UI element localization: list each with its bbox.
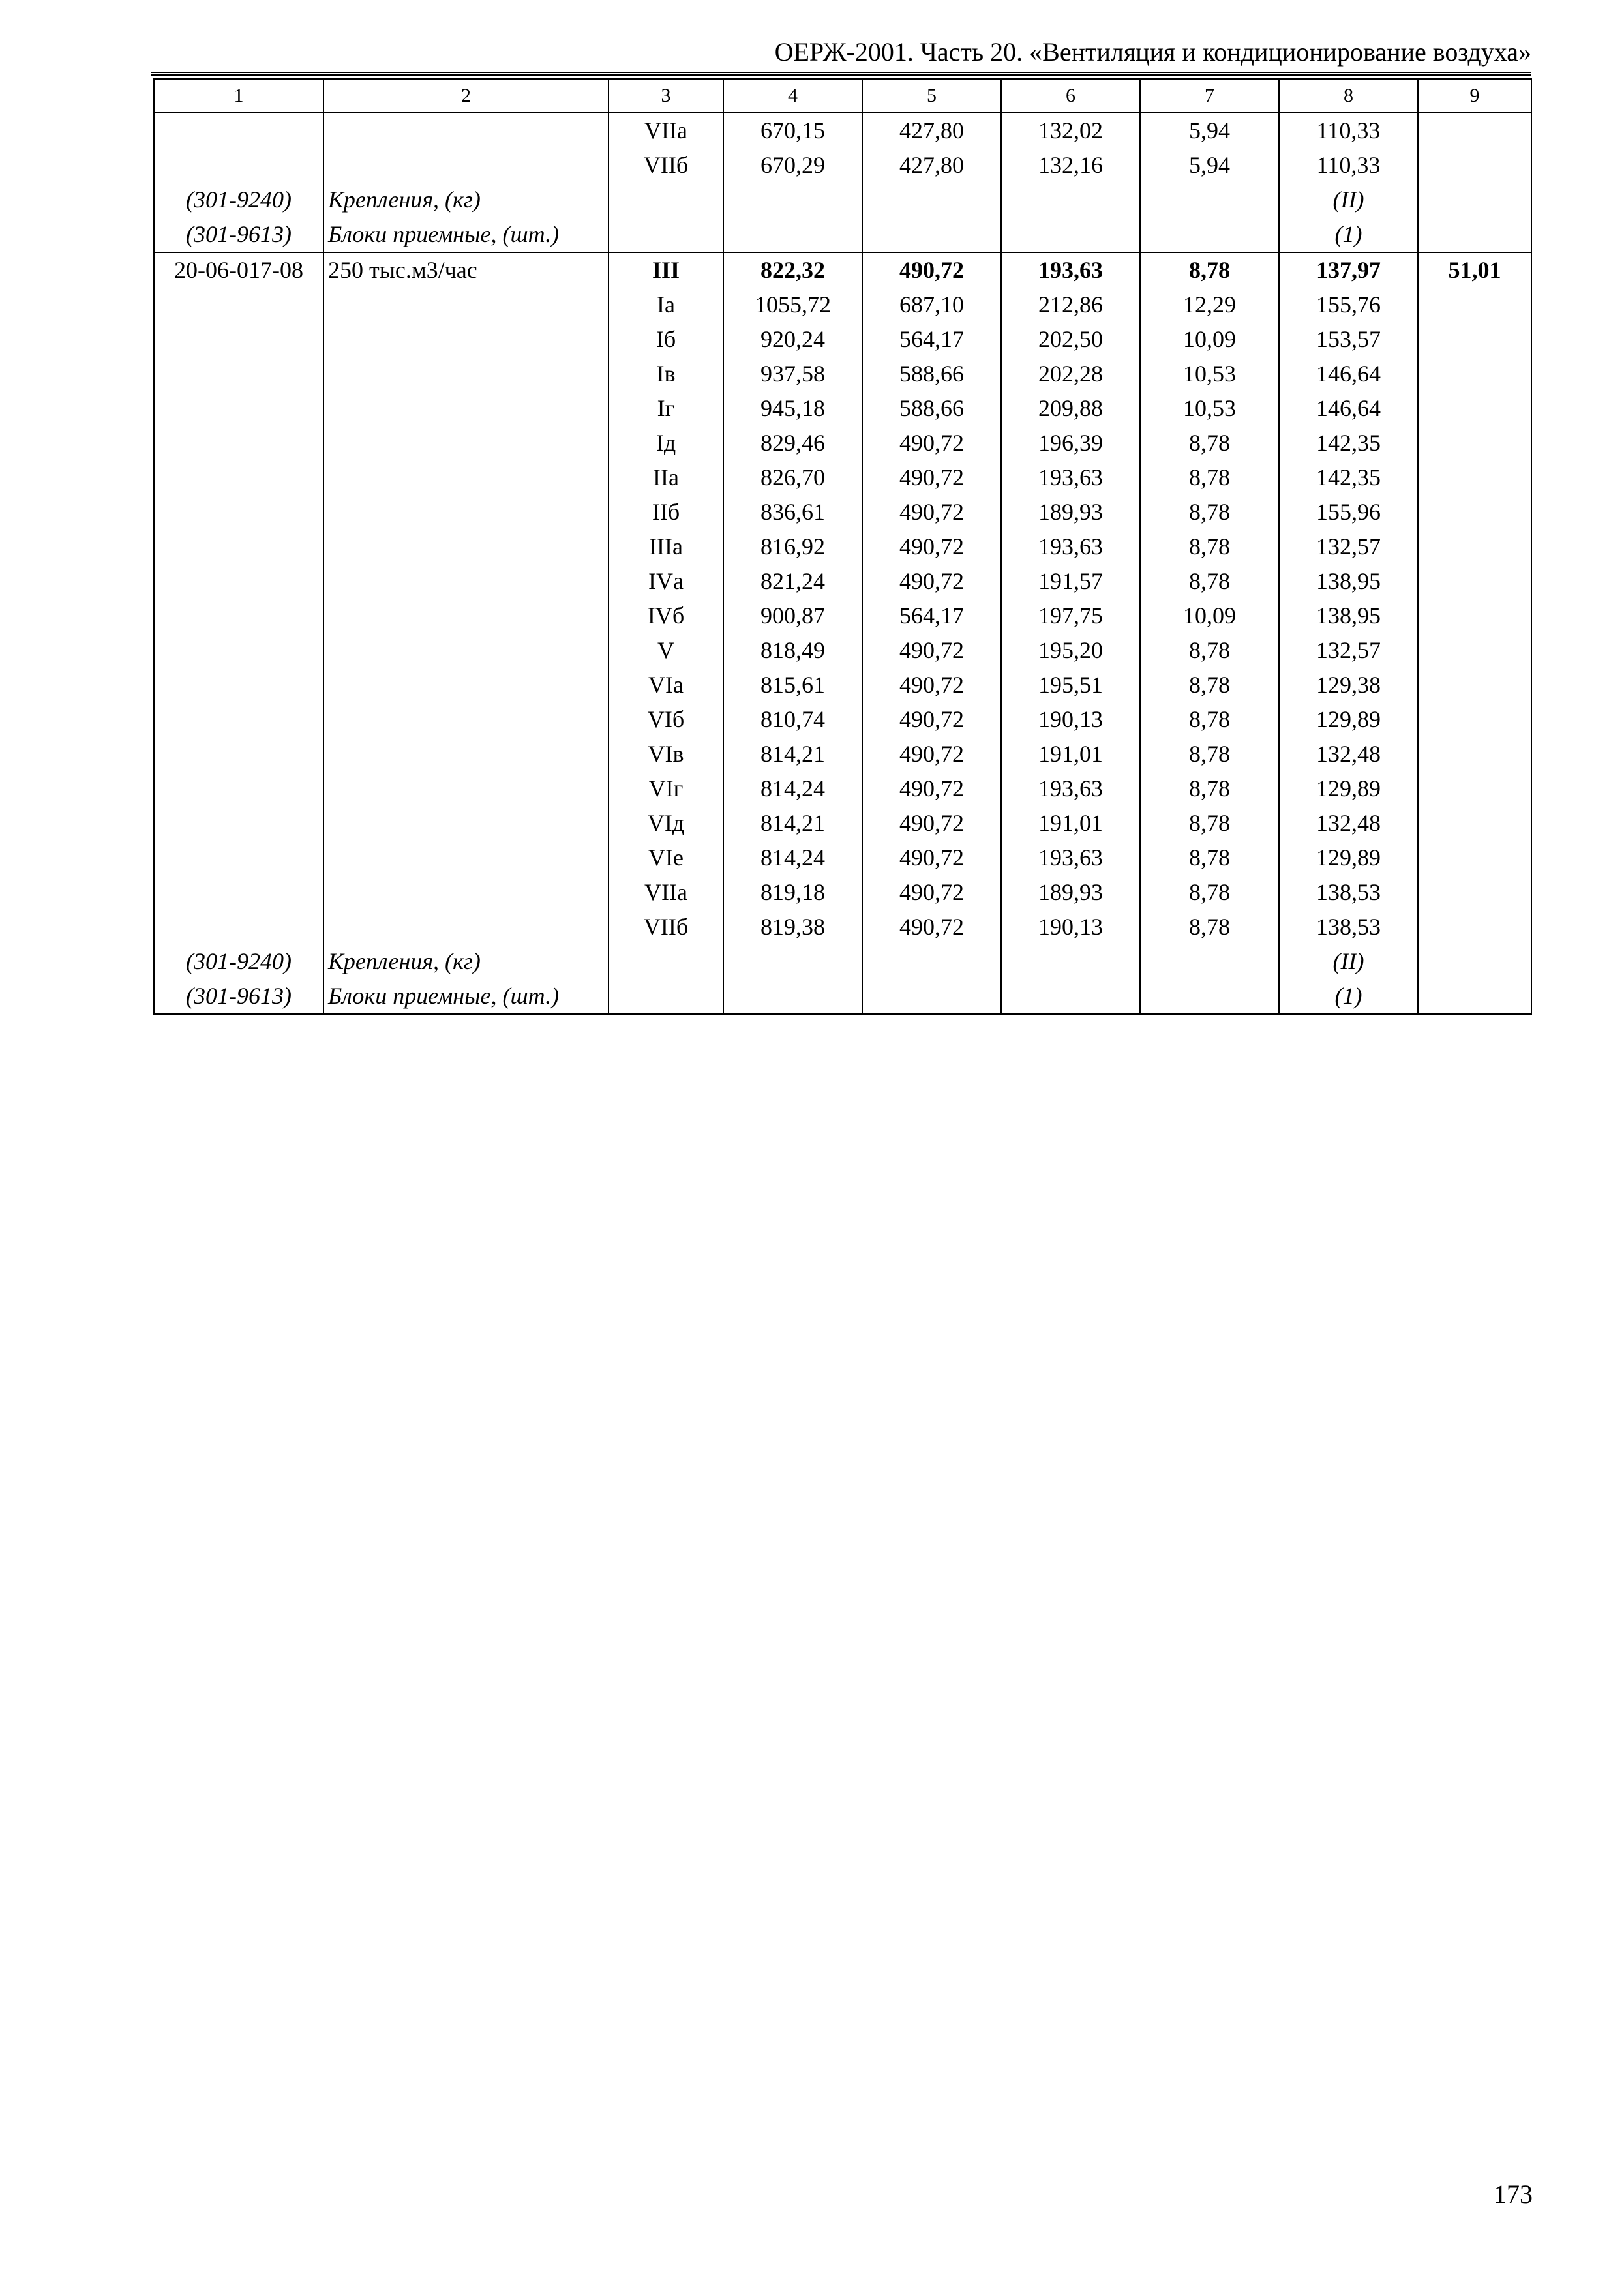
driver-wage-cell: 8,78 [1140, 252, 1279, 288]
resource-note-row [154, 979, 1531, 1014]
rate-code-cell [154, 564, 323, 599]
direct-cost-cell: 814,24 [723, 841, 862, 875]
empty-cell [1001, 217, 1140, 252]
machine-cost-cell: 189,93 [1001, 875, 1140, 910]
resource-code-cell: (301-9240) [154, 183, 323, 217]
labor-hours-cell [1418, 288, 1531, 322]
resource-qty-cell: (1) [1279, 979, 1418, 1014]
zone-cell: V [609, 633, 723, 668]
rate-code-cell [154, 841, 323, 875]
zone-cell: VIIб [609, 148, 723, 183]
machine-cost-cell: 132,02 [1001, 113, 1140, 148]
machine-cost-cell: 196,39 [1001, 426, 1140, 460]
labor-cost-cell: 490,72 [862, 426, 1001, 460]
driver-wage-cell: 5,94 [1140, 148, 1279, 183]
labor-cost-cell: 564,17 [862, 322, 1001, 357]
rate-code-cell [154, 668, 323, 702]
table-row [154, 391, 1531, 426]
rate-name-cell [323, 530, 609, 564]
column-number: 8 [1279, 79, 1418, 113]
empty-cell [862, 217, 1001, 252]
zone-cell: IIб [609, 495, 723, 530]
machine-cost-cell: 191,01 [1001, 737, 1140, 771]
column-number: 5 [862, 79, 1001, 113]
table-row [154, 875, 1531, 910]
material-cost-cell: 142,35 [1279, 460, 1418, 495]
rate-code-cell [154, 771, 323, 806]
column-number: 2 [323, 79, 609, 113]
rate-name-cell [323, 322, 609, 357]
labor-cost-cell: 564,17 [862, 599, 1001, 633]
empty-cell [1418, 944, 1531, 979]
table-row [154, 288, 1531, 322]
material-cost-cell: 155,96 [1279, 495, 1418, 530]
empty-cell [723, 979, 862, 1014]
material-cost-cell: 129,89 [1279, 841, 1418, 875]
resource-note-row [154, 944, 1531, 979]
rate-name-cell [323, 564, 609, 599]
driver-wage-cell: 10,09 [1140, 599, 1279, 633]
driver-wage-cell: 10,09 [1140, 322, 1279, 357]
zone-cell: Iа [609, 288, 723, 322]
column-number: 1 [154, 79, 323, 113]
labor-hours-cell [1418, 460, 1531, 495]
machine-cost-cell: 193,63 [1001, 252, 1140, 288]
rate-code-cell [154, 357, 323, 391]
direct-cost-cell: 816,92 [723, 530, 862, 564]
direct-cost-cell: 920,24 [723, 322, 862, 357]
labor-hours-cell [1418, 910, 1531, 944]
labor-cost-cell: 490,72 [862, 564, 1001, 599]
driver-wage-cell: 10,53 [1140, 357, 1279, 391]
resource-code-cell: (301-9240) [154, 944, 323, 979]
rate-code-cell [154, 806, 323, 841]
direct-cost-cell: 836,61 [723, 495, 862, 530]
driver-wage-cell: 8,78 [1140, 737, 1279, 771]
rate-name-cell: 250 тыс.м3/час [323, 252, 609, 288]
zone-cell: VIIа [609, 875, 723, 910]
direct-cost-cell: 819,38 [723, 910, 862, 944]
rate-name-cell [323, 910, 609, 944]
rate-code-cell [154, 702, 323, 737]
column-number: 9 [1418, 79, 1531, 113]
table-row [154, 530, 1531, 564]
rate-code-cell [154, 426, 323, 460]
labor-cost-cell: 490,72 [862, 910, 1001, 944]
material-cost-cell: 129,89 [1279, 702, 1418, 737]
table-row [154, 495, 1531, 530]
driver-wage-cell: 10,53 [1140, 391, 1279, 426]
zone-cell: IIIа [609, 530, 723, 564]
empty-cell [609, 944, 723, 979]
resource-name-cell: Блоки приемные, (шт.) [323, 217, 609, 252]
driver-wage-cell: 8,78 [1140, 530, 1279, 564]
driver-wage-cell: 8,78 [1140, 875, 1279, 910]
labor-cost-cell: 490,72 [862, 530, 1001, 564]
rate-code-cell [154, 633, 323, 668]
empty-cell [723, 944, 862, 979]
rate-code-cell [154, 288, 323, 322]
zone-cell: III [609, 252, 723, 288]
zone-cell: Iв [609, 357, 723, 391]
table-row [154, 564, 1531, 599]
labor-cost-cell: 427,80 [862, 148, 1001, 183]
zone-cell: IIа [609, 460, 723, 495]
empty-cell [862, 944, 1001, 979]
rate-name-cell [323, 288, 609, 322]
rate-code-cell [154, 113, 323, 148]
labor-hours-cell [1418, 668, 1531, 702]
direct-cost-cell: 900,87 [723, 599, 862, 633]
table-row [154, 357, 1531, 391]
driver-wage-cell: 8,78 [1140, 668, 1279, 702]
machine-cost-cell: 195,51 [1001, 668, 1140, 702]
material-cost-cell: 138,95 [1279, 599, 1418, 633]
empty-cell [862, 183, 1001, 217]
zone-cell: VIа [609, 668, 723, 702]
empty-cell [609, 979, 723, 1014]
zone-cell: VIе [609, 841, 723, 875]
table-row [154, 771, 1531, 806]
labor-hours-cell [1418, 702, 1531, 737]
table-row [154, 460, 1531, 495]
material-cost-cell: 132,48 [1279, 737, 1418, 771]
rate-code-cell [154, 530, 323, 564]
rate-name-cell [323, 668, 609, 702]
rate-code-cell [154, 737, 323, 771]
labor-hours-cell [1418, 806, 1531, 841]
zone-cell: Iб [609, 322, 723, 357]
column-number: 7 [1140, 79, 1279, 113]
driver-wage-cell: 8,78 [1140, 806, 1279, 841]
rate-code-cell [154, 910, 323, 944]
resource-name-cell: Крепления, (кг) [323, 183, 609, 217]
resource-note-row [154, 217, 1531, 252]
direct-cost-cell: 945,18 [723, 391, 862, 426]
labor-cost-cell: 588,66 [862, 391, 1001, 426]
resource-name-cell: Блоки приемные, (шт.) [323, 979, 609, 1014]
labor-cost-cell: 490,72 [862, 737, 1001, 771]
column-number: 6 [1001, 79, 1140, 113]
driver-wage-cell: 5,94 [1140, 113, 1279, 148]
table-row [154, 702, 1531, 737]
table-body [154, 79, 1531, 1014]
empty-cell [1001, 183, 1140, 217]
labor-hours-cell [1418, 426, 1531, 460]
column-number: 4 [723, 79, 862, 113]
resource-code-cell: (301-9613) [154, 217, 323, 252]
machine-cost-cell: 195,20 [1001, 633, 1140, 668]
labor-hours-cell [1418, 564, 1531, 599]
material-cost-cell: 137,97 [1279, 252, 1418, 288]
labor-cost-cell: 490,72 [862, 702, 1001, 737]
table-row [154, 806, 1531, 841]
material-cost-cell: 110,33 [1279, 148, 1418, 183]
material-cost-cell: 155,76 [1279, 288, 1418, 322]
material-cost-cell: 146,64 [1279, 357, 1418, 391]
labor-hours-cell [1418, 113, 1531, 148]
direct-cost-cell: 826,70 [723, 460, 862, 495]
zone-cell: VIб [609, 702, 723, 737]
material-cost-cell: 129,89 [1279, 771, 1418, 806]
empty-cell [862, 979, 1001, 1014]
rate-name-cell [323, 357, 609, 391]
resource-qty-cell: (II) [1279, 944, 1418, 979]
table-row [154, 148, 1531, 183]
labor-hours-cell [1418, 771, 1531, 806]
rate-name-cell [323, 113, 609, 148]
zone-cell: VIIа [609, 113, 723, 148]
direct-cost-cell: 815,61 [723, 668, 862, 702]
labor-hours-cell [1418, 495, 1531, 530]
driver-wage-cell: 8,78 [1140, 910, 1279, 944]
driver-wage-cell: 8,78 [1140, 426, 1279, 460]
page-header: ОЕРЖ-2001. Часть 20. «Вентиляция и кондиционирование воздуха» [774, 37, 1531, 67]
direct-cost-cell: 821,24 [723, 564, 862, 599]
empty-cell [723, 183, 862, 217]
material-cost-cell: 138,53 [1279, 875, 1418, 910]
column-number: 3 [609, 79, 723, 113]
labor-cost-cell: 490,72 [862, 875, 1001, 910]
material-cost-cell: 142,35 [1279, 426, 1418, 460]
driver-wage-cell: 8,78 [1140, 495, 1279, 530]
zone-cell: VIв [609, 737, 723, 771]
rate-name-cell [323, 841, 609, 875]
material-cost-cell: 138,53 [1279, 910, 1418, 944]
zone-cell: VIг [609, 771, 723, 806]
rate-code-cell: 20-06-017-08 [154, 252, 323, 288]
labor-hours-cell [1418, 599, 1531, 633]
resource-note-row [154, 183, 1531, 217]
direct-cost-cell: 814,24 [723, 771, 862, 806]
labor-cost-cell: 490,72 [862, 771, 1001, 806]
rate-name-cell [323, 702, 609, 737]
rate-name-cell [323, 771, 609, 806]
machine-cost-cell: 191,01 [1001, 806, 1140, 841]
zone-cell: IVб [609, 599, 723, 633]
empty-cell [1140, 944, 1279, 979]
empty-cell [1140, 217, 1279, 252]
direct-cost-cell: 829,46 [723, 426, 862, 460]
material-cost-cell: 138,95 [1279, 564, 1418, 599]
labor-cost-cell: 427,80 [862, 113, 1001, 148]
labor-hours-cell [1418, 841, 1531, 875]
labor-cost-cell: 490,72 [862, 668, 1001, 702]
rate-code-cell [154, 148, 323, 183]
direct-cost-cell: 822,32 [723, 252, 862, 288]
machine-cost-cell: 202,28 [1001, 357, 1140, 391]
machine-cost-cell: 197,75 [1001, 599, 1140, 633]
machine-cost-cell: 190,13 [1001, 910, 1140, 944]
labor-hours-cell [1418, 148, 1531, 183]
rate-name-cell [323, 806, 609, 841]
labor-hours-cell [1418, 737, 1531, 771]
labor-cost-cell: 687,10 [862, 288, 1001, 322]
labor-hours-cell [1418, 875, 1531, 910]
rate-name-cell [323, 426, 609, 460]
machine-cost-cell: 202,50 [1001, 322, 1140, 357]
rate-code-cell [154, 599, 323, 633]
direct-cost-cell: 1055,72 [723, 288, 862, 322]
empty-cell [1140, 979, 1279, 1014]
driver-wage-cell: 8,78 [1140, 460, 1279, 495]
table-row [154, 426, 1531, 460]
labor-cost-cell: 490,72 [862, 252, 1001, 288]
empty-cell [723, 217, 862, 252]
empty-cell [1418, 183, 1531, 217]
resource-name-cell: Крепления, (кг) [323, 944, 609, 979]
resource-qty-cell: (1) [1279, 217, 1418, 252]
machine-cost-cell: 191,57 [1001, 564, 1140, 599]
machine-cost-cell: 212,86 [1001, 288, 1140, 322]
table-row [154, 737, 1531, 771]
table-row [154, 113, 1531, 148]
page-number: 173 [1494, 2179, 1533, 2209]
rate-name-cell [323, 495, 609, 530]
table-row [154, 841, 1531, 875]
resource-code-cell: (301-9613) [154, 979, 323, 1014]
rate-name-cell [323, 599, 609, 633]
direct-cost-cell: 814,21 [723, 737, 862, 771]
driver-wage-cell: 8,78 [1140, 841, 1279, 875]
rate-code-cell [154, 322, 323, 357]
resource-qty-cell: (II) [1279, 183, 1418, 217]
labor-cost-cell: 490,72 [862, 841, 1001, 875]
labor-hours-cell [1418, 633, 1531, 668]
rate-code-cell [154, 391, 323, 426]
direct-cost-cell: 819,18 [723, 875, 862, 910]
machine-cost-cell: 193,63 [1001, 841, 1140, 875]
rate-code-cell [154, 495, 323, 530]
empty-cell [1001, 979, 1140, 1014]
rate-name-cell [323, 391, 609, 426]
empty-cell [1418, 979, 1531, 1014]
rate-name-cell [323, 460, 609, 495]
material-cost-cell: 110,33 [1279, 113, 1418, 148]
labor-hours-cell [1418, 357, 1531, 391]
table-row [154, 599, 1531, 633]
zone-cell: Iг [609, 391, 723, 426]
material-cost-cell: 146,64 [1279, 391, 1418, 426]
driver-wage-cell: 8,78 [1140, 633, 1279, 668]
material-cost-cell: 132,57 [1279, 530, 1418, 564]
table-row [154, 322, 1531, 357]
machine-cost-cell: 193,63 [1001, 530, 1140, 564]
labor-cost-cell: 490,72 [862, 633, 1001, 668]
driver-wage-cell: 8,78 [1140, 771, 1279, 806]
material-cost-cell: 132,48 [1279, 806, 1418, 841]
rates-table [153, 78, 1532, 1015]
machine-cost-cell: 209,88 [1001, 391, 1140, 426]
rate-name-cell [323, 737, 609, 771]
direct-cost-cell: 670,29 [723, 148, 862, 183]
zone-cell: Iд [609, 426, 723, 460]
labor-hours-cell [1418, 322, 1531, 357]
machine-cost-cell: 193,63 [1001, 460, 1140, 495]
direct-cost-cell: 814,21 [723, 806, 862, 841]
labor-cost-cell: 490,72 [862, 495, 1001, 530]
labor-hours-cell [1418, 530, 1531, 564]
driver-wage-cell: 8,78 [1140, 564, 1279, 599]
material-cost-cell: 153,57 [1279, 322, 1418, 357]
driver-wage-cell: 12,29 [1140, 288, 1279, 322]
machine-cost-cell: 132,16 [1001, 148, 1140, 183]
empty-cell [609, 183, 723, 217]
empty-cell [1140, 183, 1279, 217]
material-cost-cell: 129,38 [1279, 668, 1418, 702]
header-rule [151, 72, 1531, 76]
labor-hours-cell: 51,01 [1418, 252, 1531, 288]
labor-cost-cell: 588,66 [862, 357, 1001, 391]
direct-cost-cell: 818,49 [723, 633, 862, 668]
direct-cost-cell: 670,15 [723, 113, 862, 148]
machine-cost-cell: 193,63 [1001, 771, 1140, 806]
column-number-row [154, 79, 1531, 113]
labor-cost-cell: 490,72 [862, 460, 1001, 495]
driver-wage-cell: 8,78 [1140, 702, 1279, 737]
rate-name-cell [323, 875, 609, 910]
labor-hours-cell [1418, 391, 1531, 426]
zone-cell: IVа [609, 564, 723, 599]
rate-code-cell [154, 460, 323, 495]
direct-cost-cell: 810,74 [723, 702, 862, 737]
machine-cost-cell: 190,13 [1001, 702, 1140, 737]
labor-cost-cell: 490,72 [862, 806, 1001, 841]
table-row [154, 252, 1531, 288]
table-row [154, 910, 1531, 944]
direct-cost-cell: 937,58 [723, 357, 862, 391]
table-row [154, 668, 1531, 702]
zone-cell: VIIб [609, 910, 723, 944]
material-cost-cell: 132,57 [1279, 633, 1418, 668]
empty-cell [1418, 217, 1531, 252]
rate-name-cell [323, 148, 609, 183]
zone-cell: VIд [609, 806, 723, 841]
empty-cell [1001, 944, 1140, 979]
rate-name-cell [323, 633, 609, 668]
machine-cost-cell: 189,93 [1001, 495, 1140, 530]
rate-code-cell [154, 875, 323, 910]
empty-cell [609, 217, 723, 252]
table-row [154, 633, 1531, 668]
